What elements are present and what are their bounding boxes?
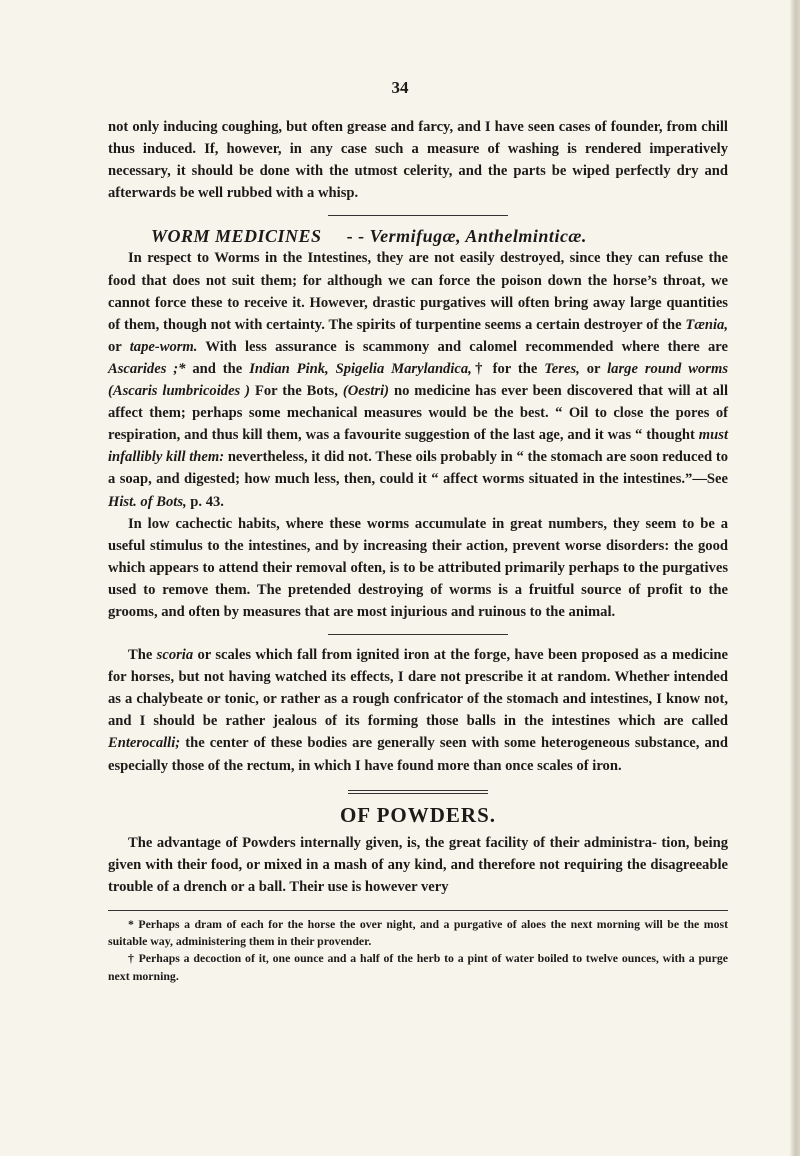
text-run: or scales which fall from ignited iron at the forge, have been proposed as a medicine for horses, but not having watched its effects, I dare not prescribe it at random. Whether intended as a chalybeate or tonic, or rather as a rough confricator of the stomach and intestines, I know not, and I should be rather jealous of its forming those balls in the intestines which are called — [108, 647, 728, 730]
paragraph-powders: The advantage of Powders internally given, is, the great facility of their administra- tion, being given with their food, or mixed in a mash of any kind, and therefore not requiring the disagreeable trouble of a drench or a ball. Their use is however very — [108, 834, 728, 895]
footnote-rule — [108, 910, 728, 911]
section-divider — [328, 215, 508, 216]
paragraph-washing: not only inducing coughing, but often grease and farcy, and I have seen cases of founder, from chill thus induced. If, however, in any case such a measure of washing is rendered imperatively necessary, it should be done with the utmost celerity, and the parts be wiped perfectly dry and afterwards be well rubbed with a whisp. — [108, 119, 728, 202]
italic-run: large round worms (Ascaris lumbricoides ) — [108, 360, 729, 400]
page-body — [108, 116, 728, 985]
italic-run: Tænia, — [685, 316, 728, 333]
heading-latin: Vermifugæ, Anthelminticæ. — [369, 226, 587, 247]
text-run: † for the — [471, 360, 545, 377]
page-edge — [790, 0, 800, 1156]
italic-run: Ascarides ;* — [108, 360, 186, 377]
text-run: or — [579, 360, 608, 377]
text-run: For the Bots, — [250, 383, 343, 400]
footnote-dagger: † Perhaps a decoction of it, one ounce and a half of the herb to a pint of water boiled to twelve ounces, with a purge next morning. — [108, 951, 728, 983]
italic-run: Teres, — [544, 360, 580, 377]
text-run: nevertheless, it did not. These oils probably in “ the stomach are soon reduced to a soap, and digested; how much less, then, could it “ affect worms situated in the intestines.”—See — [108, 449, 728, 488]
footnote-asterisk: * Perhaps a dram of each for the horse the over night, and a purgative of aloes the next morning will be the most suitable way, administering them in their provender. — [108, 917, 728, 949]
text-run: With less assurance is scammony and calomel recommended where there are — [197, 338, 728, 355]
italic-run: Hist. of Bots, — [108, 493, 187, 510]
text-run: no medicine has ever been discovered that will at all affect them; perhaps some mechanical measures would be the best. “ Oil to close the pores of respiration, and thus kill them, was a favourite suggestion of the last age, and it was “ thought — [108, 383, 728, 444]
italic-run: Enterocalli; — [108, 735, 181, 752]
section-title-powders: OF POWDERS. — [339, 802, 497, 827]
section-divider — [328, 634, 508, 635]
text-run: or — [108, 338, 130, 355]
text-run: In respect to Worms in the Intestines, they are not easily destroyed, since they can refuse the food that does not suit them; for although we can force the poison down the horse’s throat, we cannot force these to receive it. However, drastic purgatives will often bring away large quantities of them, though not with certainty. The spirits of turpentine seems a certain destroyer of the — [108, 250, 728, 333]
text-run: p. 43. — [186, 493, 224, 510]
italic-run: must infallibly kill them: — [108, 427, 728, 466]
italic-run: Indian Pink, Spigelia Marylandica, — [249, 360, 472, 377]
page-number: 34 — [391, 78, 409, 97]
paragraph-cachectic: In low cachectic habits, where these worms accumulate in great numbers, they seem to be a useful stimulus to the intestines, and by increasing their action, prevent worse disorders: the good which appears to attend their removal often, is to be attributed primarily perhaps to the purgatives used to remove them. The pretended destroying of worms is a fruitful source of profit to the grooms, and often by measures that are most injurious and ruinous to the animal. — [108, 515, 728, 620]
section-heading-worm-medicines — [108, 225, 728, 247]
footnotes — [108, 916, 728, 985]
italic-run: (Oestri) — [342, 383, 390, 400]
text-run: the center of these bodies are generally seen with some heterogeneous substance, and especially those of the rectum, in which I have found more than once scales of iron. — [108, 735, 728, 774]
text-run: and the — [185, 360, 250, 377]
italic-run: scoria — [156, 647, 194, 664]
italic-run: tape-worm. — [129, 338, 198, 355]
heading-separator: - - — [346, 226, 365, 247]
paragraph-scoria — [108, 644, 728, 777]
heading-title: WORM MEDICINES — [151, 226, 322, 247]
double-rule — [348, 790, 488, 794]
text-run: The — [128, 647, 157, 664]
paragraph-worms — [108, 247, 728, 512]
